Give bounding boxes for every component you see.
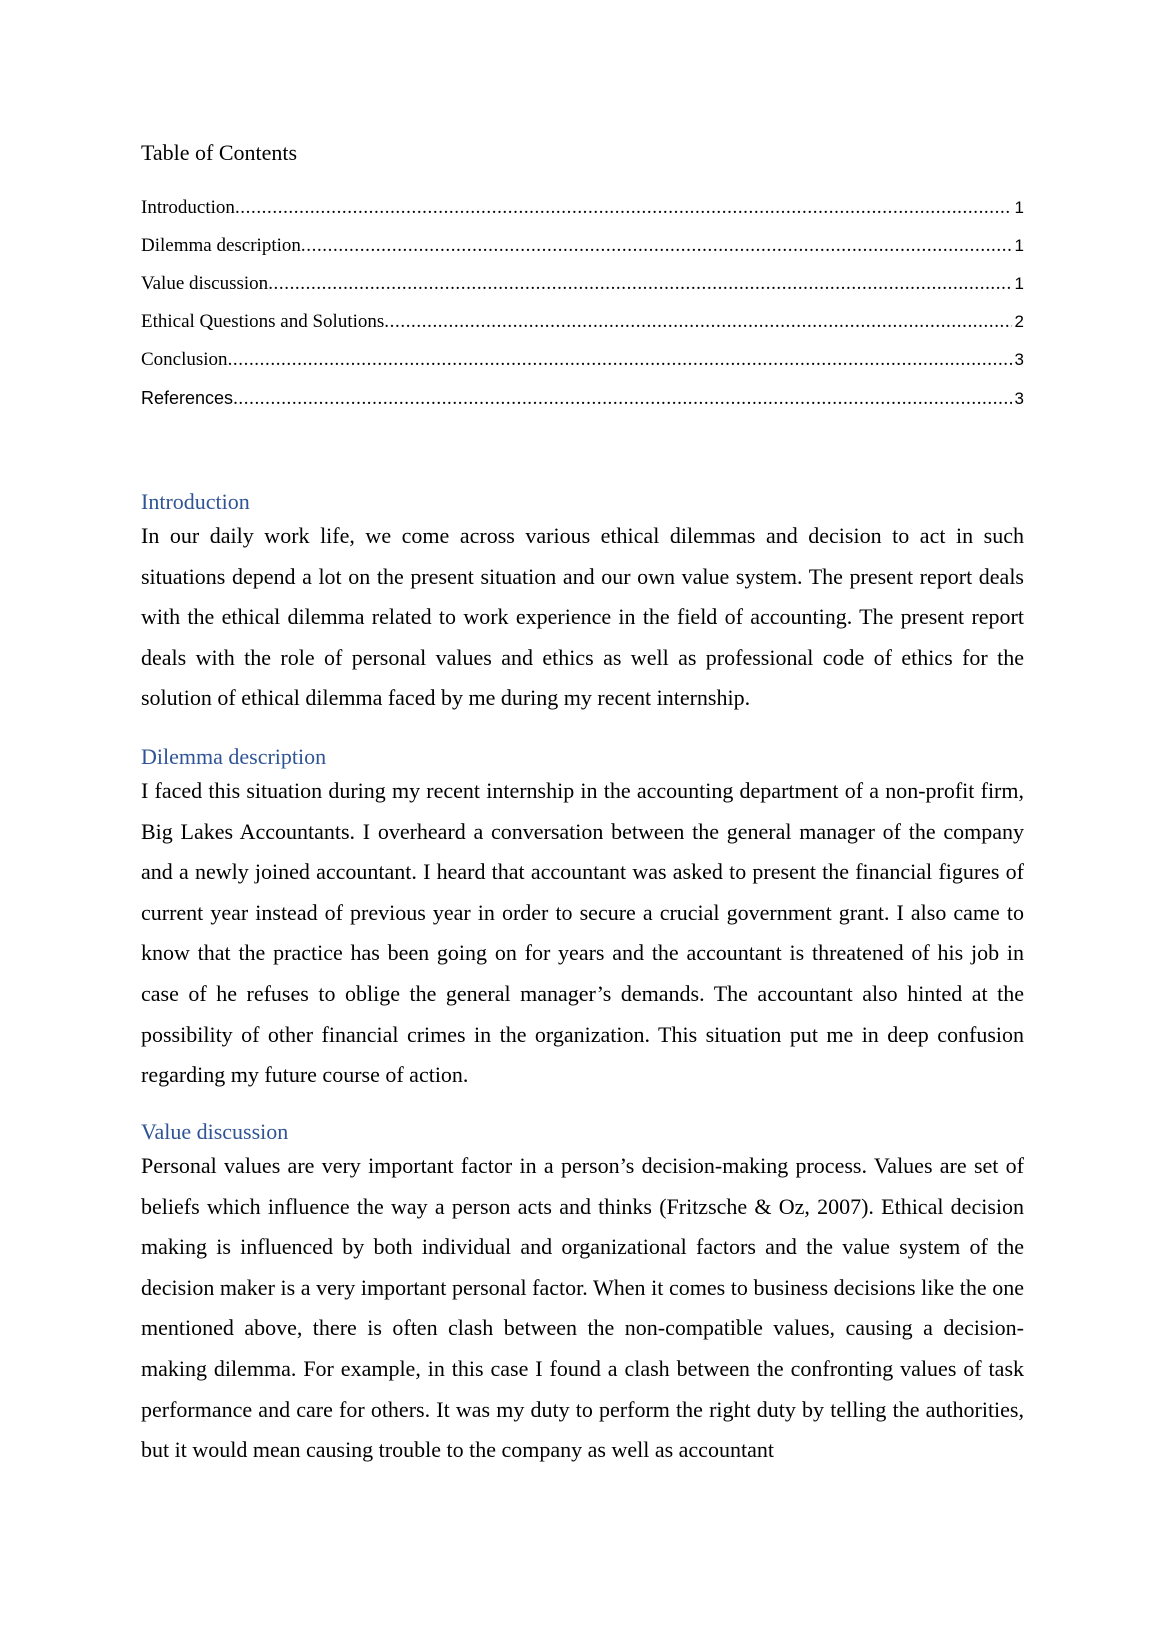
toc-entry-page: 3 — [1014, 389, 1024, 408]
toc-entry-references[interactable] — [141, 386, 1024, 424]
toc-leader-dots — [301, 234, 1012, 258]
section-body: In our daily work life, we come across various ethical dilemmas and decision to act in such situations depend a lot on the present situation and our own value system. The present report deals with the ethical dilemma related to work experience in the field of accounting. The present report deals with the role of personal values and ethics as well as professional code of ethics for the solution of ethical dilemma faced by me during my recent internship. — [141, 523, 1024, 711]
toc-leader-dots — [228, 348, 1012, 372]
toc-entry-page: 1 — [1014, 274, 1024, 293]
toc-leader-dots — [235, 196, 1012, 220]
toc-entry-label: Introduction — [141, 197, 235, 218]
section-body: I faced this situation during my recent internship in the accounting department of a non-profit firm, Big Lakes Accountants. I overheard a conversation between the general manager of the company and a newly joined accountant. I heard that accountant was asked to present the financial figures of current year instead of previous year in order to secure a crucial government grant. I also came to know that the practice has been going on for years and the accountant is threatened of his job in case of he refuses to oblige the general manager’s demands. The accountant also hinted at the possibility of other financial crimes in the organization. This situation put me in deep confusion regarding my future course of action. — [141, 778, 1024, 1088]
toc-entry-ethical-questions[interactable] — [141, 310, 1024, 348]
toc-entry-label: References — [141, 388, 234, 408]
section-value-discussion — [141, 1118, 1024, 1471]
toc-leader-dots — [268, 272, 1011, 296]
toc-entry-label: Dilemma description — [141, 235, 301, 256]
section-dilemma-description — [141, 743, 1024, 1096]
toc-entry-conclusion[interactable] — [141, 348, 1024, 386]
table-of-contents — [141, 196, 1024, 424]
toc-entry-label: Ethical Questions and Solutions — [141, 311, 385, 332]
toc-entry-page: 1 — [1014, 198, 1024, 217]
section-heading: Value discussion — [141, 1119, 289, 1144]
section-heading: Introduction — [141, 489, 250, 514]
toc-title: Table of Contents — [141, 140, 298, 165]
toc-entry-page: 3 — [1014, 350, 1024, 369]
toc-entry-label: Conclusion — [141, 349, 228, 370]
toc-leader-dots — [233, 387, 1011, 411]
toc-entry-label: Value discussion — [141, 273, 269, 294]
toc-leader-dots — [384, 310, 1011, 334]
section-heading: Dilemma description — [141, 744, 327, 769]
toc-entry-page: 1 — [1014, 236, 1024, 255]
toc-entry-page: 2 — [1014, 312, 1024, 331]
section-body: Personal values are very important factor in a person’s decision-making process. Values are set of beliefs which influence the way a person acts and thinks (Fritzsche & Oz, 2007). Ethical decision making is influenced by both individual and organizational factors and the value system of the decision maker is a very important personal factor. When it comes to business decisions like the one mentioned above, there is often clash between the non-compatible values, causing a decision-making dilemma. For example, in this case I found a clash between the confronting values of task performance and care for others. It was my duty to perform the right duty by telling the authorities, but it would mean causing trouble to the company as well as accountant — [141, 1153, 1024, 1463]
section-introduction — [141, 488, 1024, 719]
toc-entry-value-discussion[interactable] — [141, 272, 1024, 310]
toc-entry-dilemma-description[interactable] — [141, 234, 1024, 272]
toc-entry-introduction[interactable] — [141, 196, 1024, 234]
